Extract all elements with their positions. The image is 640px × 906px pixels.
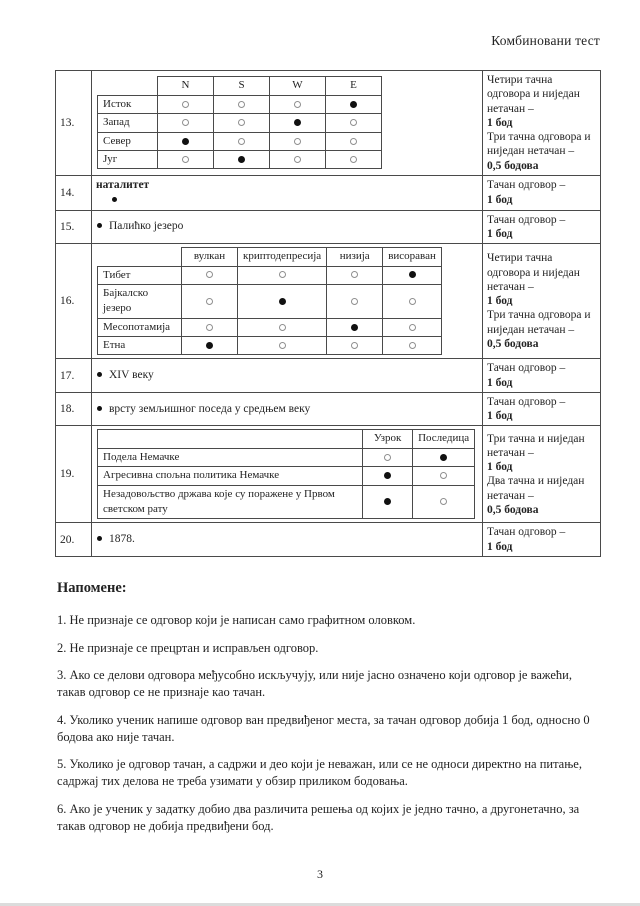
grid-row bbox=[98, 467, 475, 485]
option-cell bbox=[413, 467, 475, 485]
empty-circle-icon bbox=[294, 156, 301, 163]
filled-circle-icon bbox=[350, 101, 357, 108]
option-cell bbox=[270, 150, 326, 168]
grid-row-label: Тибет bbox=[98, 266, 182, 284]
points-cell bbox=[483, 426, 601, 523]
option-cell bbox=[326, 114, 382, 132]
answer-table-body bbox=[56, 71, 601, 557]
selected-option-cell bbox=[158, 132, 214, 150]
grid-row bbox=[98, 95, 382, 113]
note-item: 6. Ако је ученик у задатку добио два различита решења од којих је једно тачно, а другонетачно, за такав одговор не добија предвиђени бод. bbox=[57, 801, 580, 833]
empty-circle-icon bbox=[384, 454, 391, 461]
grid-row bbox=[98, 266, 442, 284]
grid-column-header: криптодепресија bbox=[238, 248, 327, 266]
option-cell bbox=[363, 448, 413, 466]
grid-column-header: низија bbox=[327, 248, 383, 266]
option-cell bbox=[182, 318, 238, 336]
answer-row bbox=[56, 210, 601, 244]
answer-content bbox=[92, 392, 483, 426]
filled-circle-icon bbox=[294, 119, 301, 126]
selected-option-cell bbox=[363, 485, 413, 519]
empty-circle-icon bbox=[238, 101, 245, 108]
notes-heading: Напомене: bbox=[57, 579, 127, 596]
grid-header-row bbox=[98, 77, 382, 95]
option-cell bbox=[238, 337, 327, 355]
points-cell bbox=[483, 210, 601, 244]
answer-line: Палићко језеро bbox=[96, 219, 478, 234]
answer-content bbox=[92, 359, 483, 393]
question-number: 15. bbox=[56, 210, 92, 244]
grid-row bbox=[98, 150, 382, 168]
answer-row bbox=[56, 175, 601, 210]
answer-grid bbox=[97, 247, 442, 355]
empty-circle-icon bbox=[350, 156, 357, 163]
bullet-icon bbox=[97, 406, 102, 411]
option-cell bbox=[182, 266, 238, 284]
points-text: 1 бод bbox=[487, 461, 513, 474]
empty-circle-icon bbox=[279, 271, 286, 278]
selected-option-cell bbox=[270, 114, 326, 132]
grid-row-label: Исток bbox=[98, 95, 158, 113]
empty-circle-icon bbox=[294, 138, 301, 145]
filled-circle-icon bbox=[384, 498, 391, 505]
grid-column-header: E bbox=[326, 77, 382, 95]
empty-circle-icon bbox=[206, 324, 213, 331]
grid-row-label: Бајкалско језеро bbox=[98, 284, 182, 318]
bullet-icon bbox=[97, 372, 102, 377]
option-cell bbox=[383, 318, 442, 336]
answer-line: 1878. bbox=[96, 532, 478, 547]
selected-option-cell bbox=[214, 150, 270, 168]
grid-header-row bbox=[98, 248, 442, 266]
filled-circle-icon bbox=[206, 342, 213, 349]
points-text: Тачан одговор – bbox=[487, 395, 566, 408]
selected-option-cell bbox=[182, 337, 238, 355]
points-text: Тачан одговор – bbox=[487, 213, 566, 226]
note-item: 2. Не признаје се прецртан и исправљен одговор. bbox=[57, 640, 319, 655]
points-text: Три тачна и ниједан нетачан – bbox=[487, 432, 585, 459]
filled-circle-icon bbox=[440, 454, 447, 461]
option-cell bbox=[326, 150, 382, 168]
answer-row bbox=[56, 359, 601, 393]
points-text: 1 бод bbox=[487, 410, 513, 423]
page-number: 3 bbox=[317, 867, 323, 881]
grid-row bbox=[98, 318, 442, 336]
question-number: 16. bbox=[56, 244, 92, 359]
filled-circle-icon bbox=[409, 271, 416, 278]
points-text: Три тачна одговора и ниједан нетачан – bbox=[487, 309, 591, 336]
selected-option-cell bbox=[383, 266, 442, 284]
answer-row bbox=[56, 523, 601, 557]
grid-row bbox=[98, 132, 382, 150]
option-cell bbox=[270, 132, 326, 150]
empty-circle-icon bbox=[350, 138, 357, 145]
question-number: 20. bbox=[56, 523, 92, 557]
empty-circle-icon bbox=[409, 298, 416, 305]
empty-circle-icon bbox=[238, 138, 245, 145]
answer-key-table bbox=[55, 70, 601, 557]
points-cell bbox=[483, 359, 601, 393]
option-cell bbox=[327, 284, 383, 318]
note-item: 3. Ако се делови одговора међусобно искључују, или није јасно означено који одговор је важећи, такав одговор се не признаје као тачан. bbox=[57, 668, 572, 700]
answer-content bbox=[92, 523, 483, 557]
empty-circle-icon bbox=[206, 271, 213, 278]
points-text: Четири тачна одговора и ниједан нетачан – bbox=[487, 74, 580, 115]
option-cell bbox=[327, 266, 383, 284]
grid-row-label: Север bbox=[98, 132, 158, 150]
answer-line: наталитет bbox=[96, 178, 150, 191]
points-text: 1 бод bbox=[487, 376, 513, 389]
option-cell bbox=[383, 337, 442, 355]
grid-header-row bbox=[98, 430, 475, 448]
option-cell bbox=[327, 337, 383, 355]
answer-line bbox=[96, 193, 478, 208]
empty-circle-icon bbox=[182, 156, 189, 163]
grid-corner-cell bbox=[98, 248, 182, 266]
points-text: 1 бод bbox=[487, 193, 513, 206]
points-text: Тачан одговор – bbox=[487, 526, 566, 539]
option-cell bbox=[214, 95, 270, 113]
empty-circle-icon bbox=[409, 342, 416, 349]
points-text: Тачан одговор – bbox=[487, 179, 566, 192]
question-number: 18. bbox=[56, 392, 92, 426]
option-cell bbox=[270, 95, 326, 113]
points-cell bbox=[483, 392, 601, 426]
points-text: Четири тачна одговора и ниједан нетачан – bbox=[487, 252, 580, 293]
empty-circle-icon bbox=[182, 119, 189, 126]
grid-row bbox=[98, 448, 475, 466]
empty-circle-icon bbox=[440, 472, 447, 479]
points-cell bbox=[483, 244, 601, 359]
grid-column-header: S bbox=[214, 77, 270, 95]
filled-circle-icon bbox=[182, 138, 189, 145]
answer-line: врсту земљишног поседа у средњем веку bbox=[96, 402, 478, 417]
notes-list bbox=[55, 612, 600, 835]
grid-column-header: висораван bbox=[383, 248, 442, 266]
page-title: Комбиновани тест bbox=[491, 33, 600, 48]
answer-content bbox=[92, 244, 483, 359]
grid-row-label: Месопотамија bbox=[98, 318, 182, 336]
grid-row bbox=[98, 485, 475, 519]
option-cell bbox=[413, 485, 475, 519]
grid-column-header: Узрок bbox=[363, 430, 413, 448]
selected-option-cell bbox=[327, 318, 383, 336]
points-text: 0,5 бодова bbox=[487, 503, 539, 516]
grid-corner-cell bbox=[98, 430, 363, 448]
option-cell bbox=[326, 132, 382, 150]
option-cell bbox=[214, 114, 270, 132]
points-text: Тачан одговор – bbox=[487, 362, 566, 375]
option-cell bbox=[158, 114, 214, 132]
question-number: 19. bbox=[56, 426, 92, 523]
selected-option-cell bbox=[326, 95, 382, 113]
bullet-icon bbox=[112, 197, 117, 202]
option-cell bbox=[383, 284, 442, 318]
empty-circle-icon bbox=[351, 298, 358, 305]
empty-circle-icon bbox=[238, 119, 245, 126]
empty-circle-icon bbox=[351, 342, 358, 349]
points-cell bbox=[483, 71, 601, 176]
grid-row-label: Југ bbox=[98, 150, 158, 168]
grid-row bbox=[98, 114, 382, 132]
option-cell bbox=[214, 132, 270, 150]
option-cell bbox=[182, 284, 238, 318]
points-text: 1 бод bbox=[487, 227, 513, 240]
empty-circle-icon bbox=[182, 101, 189, 108]
grid-row bbox=[98, 337, 442, 355]
points-text: 0,5 бодова bbox=[487, 337, 539, 350]
points-text: 1 бод bbox=[487, 540, 513, 553]
page-content bbox=[55, 0, 600, 834]
grid-column-header: Последица bbox=[413, 430, 475, 448]
grid-column-header: W bbox=[270, 77, 326, 95]
empty-circle-icon bbox=[351, 271, 358, 278]
selected-option-cell bbox=[363, 467, 413, 485]
option-cell bbox=[238, 266, 327, 284]
answer-content bbox=[92, 71, 483, 176]
selected-option-cell bbox=[413, 448, 475, 466]
points-text: 0,5 бодова bbox=[487, 159, 539, 172]
grid-row-label: Агресивна спољна политика Немачке bbox=[98, 467, 363, 485]
grid-row-label: Етна bbox=[98, 337, 182, 355]
filled-circle-icon bbox=[238, 156, 245, 163]
points-cell bbox=[483, 175, 601, 210]
grid-column-header: вулкан bbox=[182, 248, 238, 266]
selected-option-cell bbox=[238, 284, 327, 318]
question-number: 14. bbox=[56, 175, 92, 210]
empty-circle-icon bbox=[350, 119, 357, 126]
filled-circle-icon bbox=[351, 324, 358, 331]
points-text: 1 бод bbox=[487, 116, 513, 129]
option-cell bbox=[158, 150, 214, 168]
empty-circle-icon bbox=[409, 324, 416, 331]
points-text: 1 бод bbox=[487, 295, 513, 308]
bullet-icon bbox=[97, 223, 102, 228]
answer-row bbox=[56, 426, 601, 523]
answer-content bbox=[92, 175, 483, 210]
answer-row bbox=[56, 392, 601, 426]
empty-circle-icon bbox=[294, 101, 301, 108]
filled-circle-icon bbox=[279, 298, 286, 305]
empty-circle-icon bbox=[279, 342, 286, 349]
answer-grid bbox=[97, 76, 382, 169]
points-cell bbox=[483, 523, 601, 557]
grid-row-label: Запад bbox=[98, 114, 158, 132]
points-text: Три тачна одговора и ниједан нетачан – bbox=[487, 131, 591, 158]
empty-circle-icon bbox=[206, 298, 213, 305]
grid-corner-cell bbox=[98, 77, 158, 95]
answer-content bbox=[92, 426, 483, 523]
grid-column-header: N bbox=[158, 77, 214, 95]
option-cell bbox=[158, 95, 214, 113]
option-cell bbox=[238, 318, 327, 336]
note-item: 4. Уколико ученик напише одговор ван предвиђеног места, за тачан одговор добија 1 бод, односно 0 бодова ако није тачан. bbox=[57, 712, 590, 744]
question-number: 17. bbox=[56, 359, 92, 393]
empty-circle-icon bbox=[279, 324, 286, 331]
bullet-icon bbox=[97, 536, 102, 541]
answer-line: XIV веку bbox=[96, 368, 478, 383]
grid-row-label: Незадовољство држава које су поражене у Првом светском рату bbox=[98, 485, 363, 519]
note-item: 1. Не признаје се одговор који је написан само графитном оловком. bbox=[57, 612, 416, 627]
answer-row bbox=[56, 244, 601, 359]
answer-content bbox=[92, 210, 483, 244]
empty-circle-icon bbox=[440, 498, 447, 505]
grid-row bbox=[98, 284, 442, 318]
grid-row-label: Подела Немачке bbox=[98, 448, 363, 466]
answer-row bbox=[56, 71, 601, 176]
answer-grid bbox=[97, 429, 475, 519]
question-number: 13. bbox=[56, 71, 92, 176]
note-item: 5. Уколико је одговор тачан, а садржи и део који је неважан, или се не односи директно на питање, садржај тих делова не треба узимати у обзир приликом бодовања. bbox=[57, 757, 582, 789]
points-text: Два тачна и ниједан нетачан – bbox=[487, 475, 585, 502]
filled-circle-icon bbox=[384, 472, 391, 479]
